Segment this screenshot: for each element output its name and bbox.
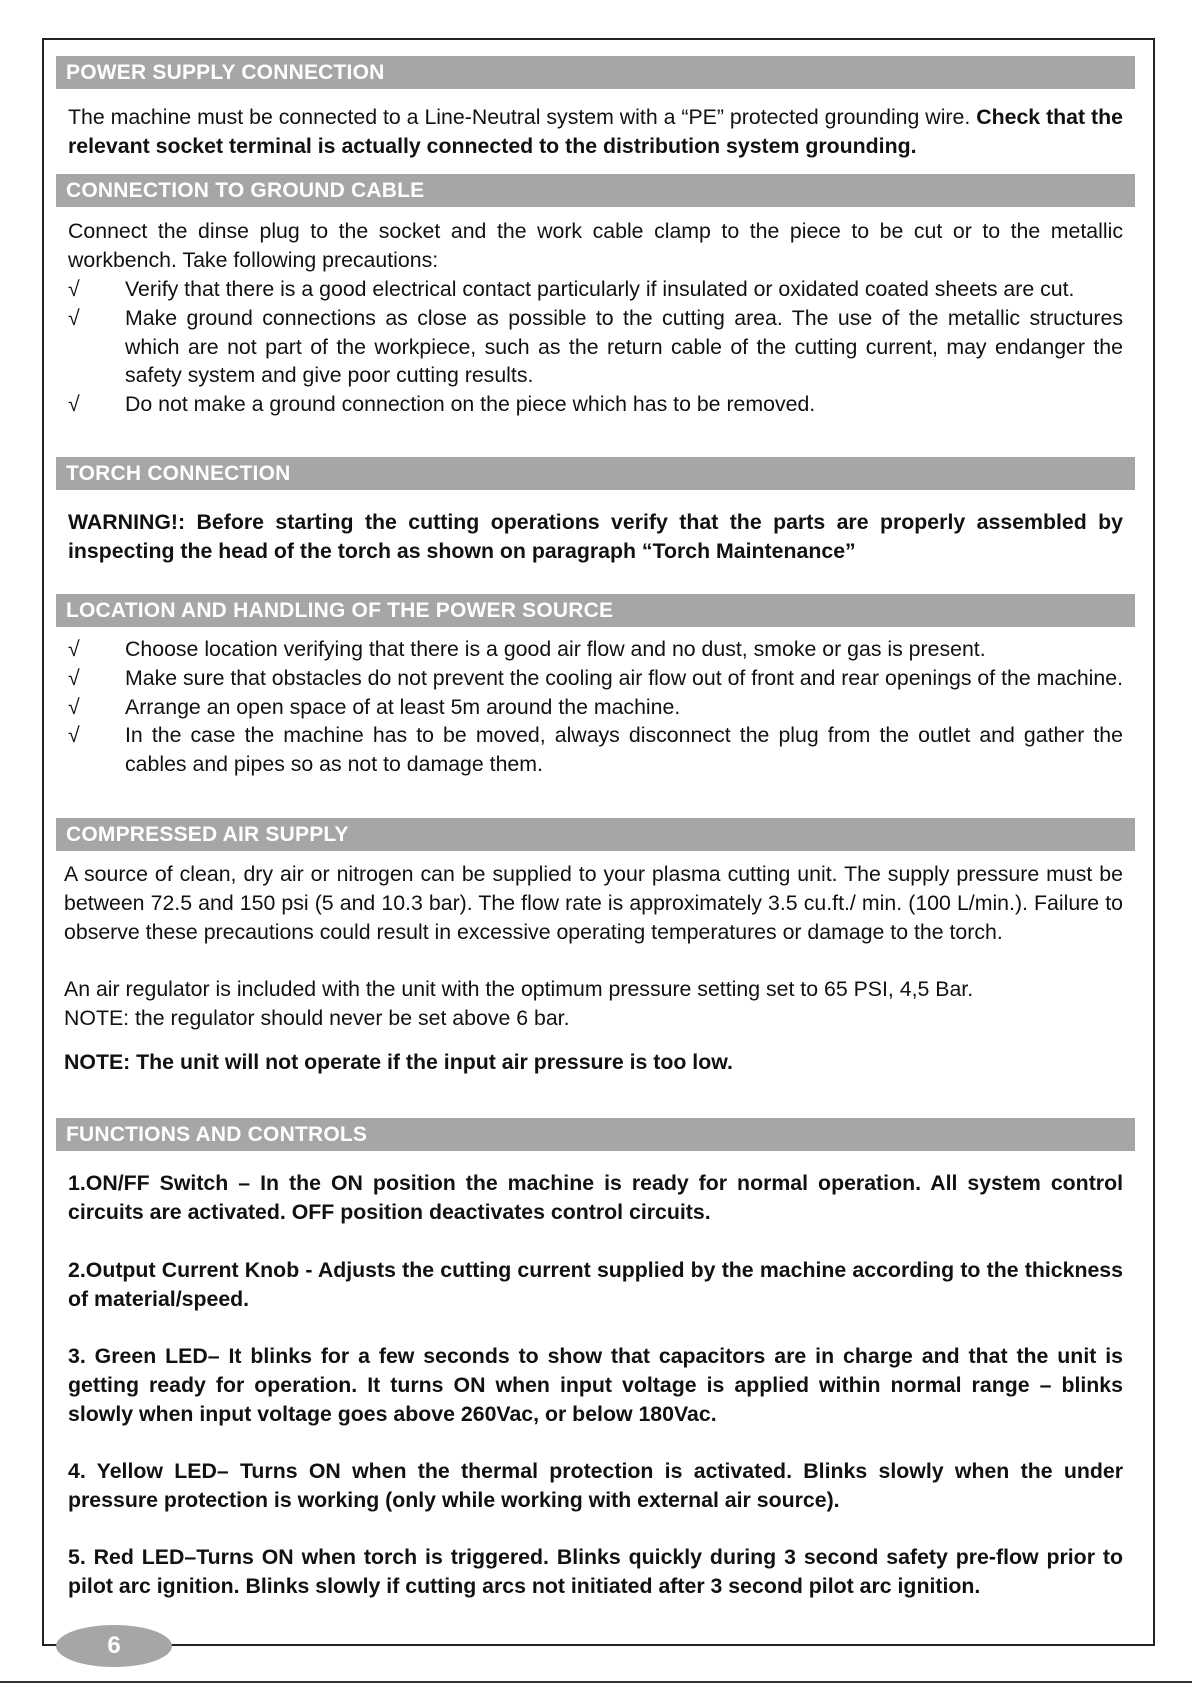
list-item: √ Make sure that obstacles do not prevent the cooling air flow out of front and rear openings of the machine.: [68, 664, 1123, 693]
list-item: √ Verify that there is a good electrical contact particularly if insulated or oxidated coated sheets are cut.: [68, 275, 1123, 304]
compressed-air-note: NOTE: The unit will not operate if the input air pressure is too low.: [64, 1050, 733, 1074]
power-supply-paragraph: [68, 103, 1123, 161]
check-icon: √: [68, 277, 80, 301]
check-icon: √: [68, 694, 80, 719]
power-supply-bold-text: Check that the relevant socket terminal is actually connected to the distribution system grounding.: [68, 105, 1123, 158]
compressed-air-paragraph: A source of clean, dry air or nitrogen can be supplied to your plasma cutting unit. The supply pressure must be between 72.5 and 150 psi (5 and 10.3 bar). The flow rate is approximately 3.5 cu.ft./ min. (100 L/min.). Failure to observe these precautions could result in excessive operating temperatures or damage to the torch.: [64, 862, 1123, 944]
torch-warning: WARNING!: Before starting the cutting operations verify that the parts are properly assembled by inspecting the head of the torch as shown on paragraph “Torch Maintenance”: [68, 510, 1123, 563]
section-title-torch-connection: TORCH CONNECTION: [56, 457, 1135, 490]
list-item: √ In the case the machine has to be moved, always disconnect the plug from the outlet and gather the cables and pipes so as not to damage them.: [68, 723, 1123, 777]
check-icon: √: [68, 392, 80, 417]
check-icon: √: [68, 305, 80, 330]
function-item-red-led: 5. Red LED–Turns ON when torch is triggered. Blinks quickly during 3 second safety pre-flow prior to pilot arc ignition. Blinks slowly if cutting arcs not initiated after 3 second pilot arc ignition.: [68, 1545, 1123, 1598]
list-item: √ Choose location verifying that there is a good air flow and no dust, smoke or gas is present.: [68, 635, 1123, 664]
list-item: √ Arrange an open space of at least 5m around the machine.: [68, 693, 1123, 722]
location-bullets: [68, 635, 1123, 779]
bottom-rule: [0, 1681, 1192, 1683]
list-item: √ Make ground connections as close as possible to the cutting area. The use of the metallic structures which are not part of the workpiece, such as the return cable of the cutting current, may endanger the safety system and give poor cutting results.: [68, 305, 1123, 388]
section-title-functions-controls: FUNCTIONS AND CONTROLS: [56, 1118, 1135, 1151]
check-icon: √: [68, 637, 80, 661]
check-icon: √: [68, 665, 80, 690]
function-item-switch: 1.ON/FF Switch – In the ON position the machine is ready for normal operation. All system control circuits are activated. OFF position deactivates control circuits.: [68, 1171, 1123, 1224]
page-number: 6: [56, 1625, 172, 1667]
ground-cable-intro: Connect the dinse plug to the socket and the work cable clamp to the piece to be cut or to the metallic workbench. Take following precautions:: [68, 219, 1123, 272]
function-item-yellow-led: 4. Yellow LED– Turns ON when the thermal protection is activated. Blinks slowly when the under pressure protection is working (only while working with external air source).: [68, 1459, 1123, 1512]
ground-cable-bullets: [68, 275, 1123, 419]
compressed-air-note-regulator: NOTE: the regulator should never be set above 6 bar.: [64, 1006, 570, 1030]
section-title-power-supply: POWER SUPPLY CONNECTION: [56, 56, 1135, 89]
function-item-current-knob: 2.Output Current Knob - Adjusts the cutting current supplied by the machine according to the thickness of material/speed.: [68, 1258, 1123, 1311]
function-item-green-led: 3. Green LED– It blinks for a few seconds to show that capacitors are in charge and that the unit is getting ready for operation. It turns ON when input voltage is applied within normal range – blinks slowly when input voltage goes above 260Vac, or below 180Vac.: [68, 1344, 1123, 1426]
list-item: √ Do not make a ground connection on the piece which has to be removed.: [68, 390, 1123, 419]
check-icon: √: [68, 723, 80, 748]
section-title-location-handling: LOCATION AND HANDLING OF THE POWER SOURCE: [56, 594, 1135, 627]
power-supply-text: The machine must be connected to a Line-Neutral system with a “PE” protected grounding wire.: [68, 105, 977, 129]
compressed-air-regulator: An air regulator is included with the unit with the optimum pressure setting set to 65 PSI, 4,5 Bar.: [64, 977, 974, 1001]
section-title-ground-cable: CONNECTION TO GROUND CABLE: [56, 174, 1135, 207]
section-title-compressed-air: COMPRESSED AIR SUPPLY: [56, 818, 1135, 851]
